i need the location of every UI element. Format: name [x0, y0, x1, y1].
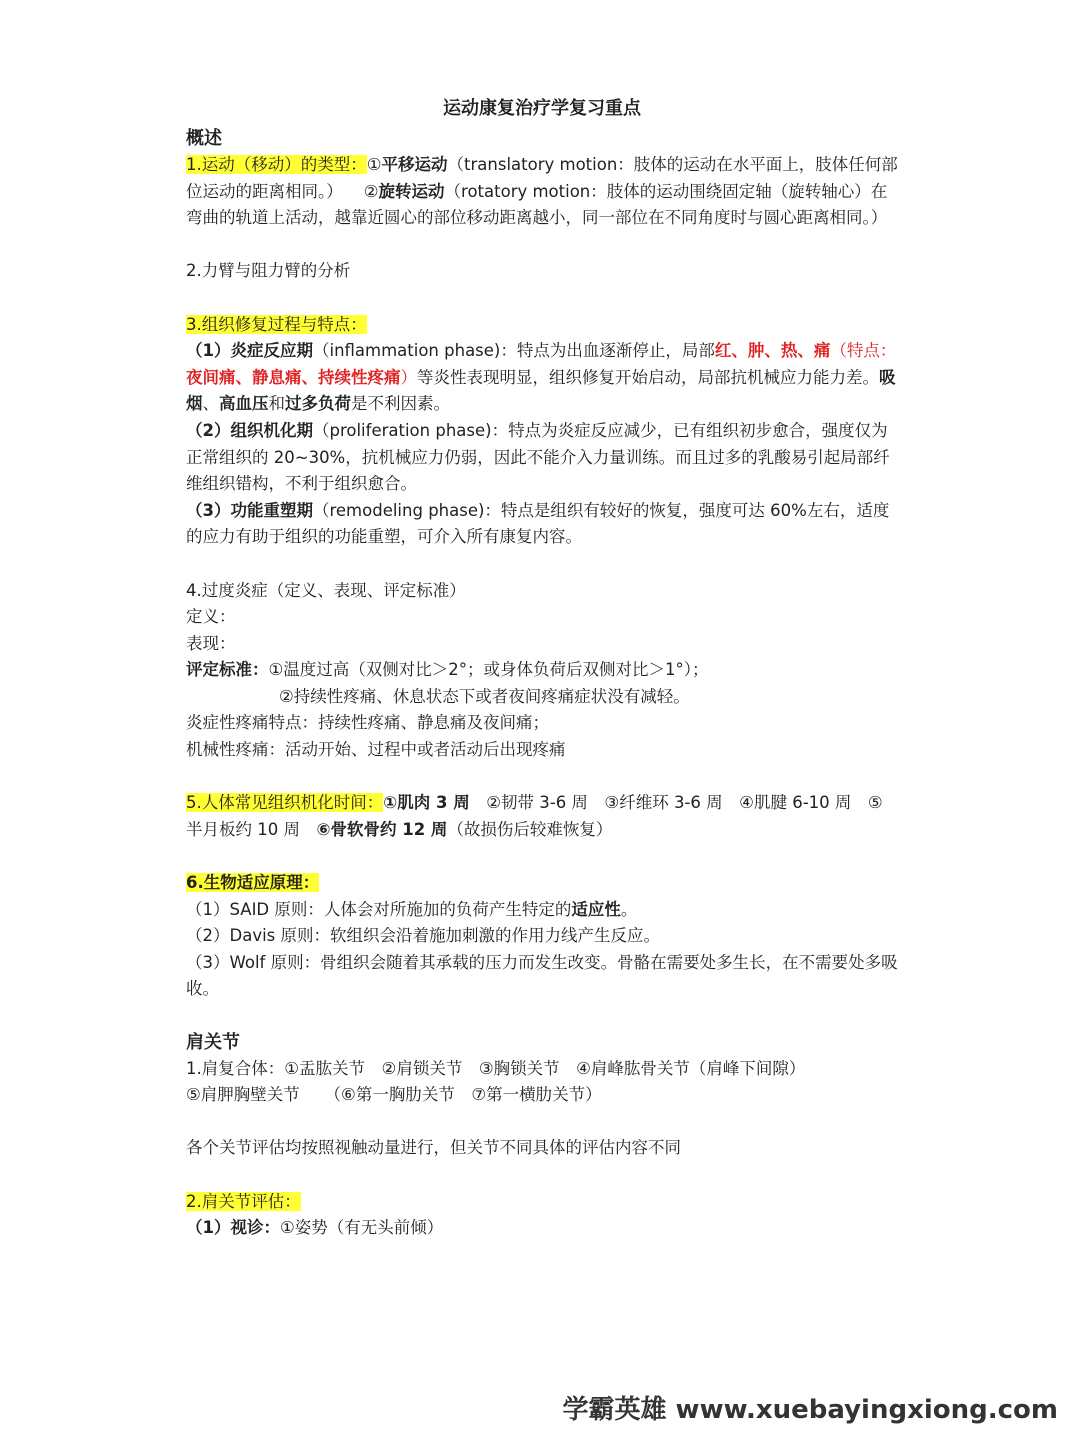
inflammation-signs: 红、肿、热、痛 [714, 341, 831, 361]
remodeling-phase-paragraph [186, 498, 898, 551]
said-principle [186, 897, 898, 924]
mechanical-pain-line: 机械性疼痛：活动开始、过程中或者活动后出现疼痛 [186, 740, 566, 760]
bio-adaptation-heading [186, 870, 898, 897]
translatory-desc: （translatory motion：肢体的运动在水平面上，肢体任何部位运动的距离相同。） [186, 155, 898, 201]
bio-adaptation-label: 6.生物适应原理： [186, 873, 320, 893]
marker-1: ① [366, 155, 382, 174]
lever-arm-item: 2.力臂与阻力臂的分析 [186, 261, 351, 281]
features-close: ） [400, 367, 417, 387]
muscle-time: ①肌肉 3 周 [383, 793, 470, 813]
shoulder-complex-line-1: 1.肩复合体：①盂肱关节 ②肩锁关节 ③胸锁关节 ④肩峰肱骨关节（肩峰下间隙） [186, 1058, 806, 1078]
motion-types-label: 1.运动（移动）的类型： [186, 155, 367, 174]
section-heading-shoulder: 肩关节 [186, 1031, 240, 1053]
inspection-text: ①姿势（有无头前倾） [279, 1218, 444, 1238]
shoulder-complex-line-2: ⑤肩胛胸壁关节 （⑥第一胸肋关节 ⑦第一横肋关节） [186, 1085, 602, 1105]
proliferation-phase-label: （2）组织机化期 [186, 420, 313, 440]
criteria-line-1 [186, 657, 898, 684]
inspection-line [186, 1215, 898, 1242]
shoulder-assessment-label: 2.肩关节评估： [186, 1191, 301, 1211]
risk-hypertension: 高血压 [219, 394, 269, 414]
davis-principle: （2）Davis 原则：软组织会沿着施加刺激的作用力线产生反应。 [186, 926, 661, 946]
criteria-line-2: ②持续性疼痛、休息状态下或者夜间疼痛症状没有减轻。 [279, 686, 690, 706]
inflammatory-pain-line: 炎症性疼痛特点：持续性疼痛、静息痛及夜间痛； [186, 713, 549, 733]
rotatory-desc: （rotatory motion：肢体的运动围绕固定轴（旋转轴心）在弯曲的轨道上活动，越靠近圆心的部位移动距离越小，同一部位在不同角度时与圆心距离相同。） [186, 181, 888, 228]
risk-smoking: 吸烟 [186, 367, 896, 414]
features-open: （特点： [830, 341, 897, 361]
conjunction: 和 [268, 394, 285, 414]
criteria-label: 评定标准： [186, 660, 269, 680]
inflammation-phase-label: （1）炎症反应期 [186, 341, 313, 361]
remodeling-phase-text: （remodeling phase)：特点是组织有较好的恢复，强度可达 60%左右，适度的应力有助于组织的功能重塑，可介入所有康复内容。 [186, 500, 890, 547]
proliferation-phase-paragraph [186, 418, 898, 498]
inspection-label: （1）视诊： [186, 1218, 280, 1238]
translatory-term: 平移运动 [381, 155, 448, 174]
definition-line: 定义： [186, 607, 236, 627]
tissue-repair-heading [186, 312, 898, 339]
rotatory-term: 旋转运动 [378, 181, 445, 201]
said-text: （1）SAID 原则：人体会对所施加的负荷产生特定的 [186, 899, 572, 919]
document-page [186, 96, 898, 1242]
assessment-note: 各个关节评估均按照视触动量进行，但关节不同具体的评估内容不同 [186, 1138, 681, 1158]
tissue-repair-label: 3.组织修复过程与特点： [186, 314, 367, 334]
shoulder-assessment-heading [186, 1189, 898, 1216]
inflammation-phase-text: （inflammation phase)：特点为出血逐渐停止，局部 [312, 341, 715, 361]
page-title: 运动康复治疗学复习重点 [443, 98, 641, 119]
wolf-principle: （3）Wolf 原则：骨组织会随着其承载的压力而发生改变。骨骼在需要处多生长，在不需要处多吸收。 [186, 952, 898, 999]
osteochondral-time: ⑥骨软骨约 12 周 [316, 819, 448, 839]
pain-types: 夜间痛、静息痛、持续性疼痛 [186, 367, 401, 387]
marker-2: ② [363, 181, 379, 201]
osteochondral-note: （故损伤后较难恢复） [447, 819, 613, 839]
excess-inflammation-title: 4.过度炎症（定义、表现、评定标准） [186, 580, 466, 600]
other-tissue-times: ②韧带 3-6 周 ③纤维环 3-6 周 ④肌腱 6-10 周 ⑤半月板约 10 周 [186, 793, 883, 839]
watermark-footer: 学霸英雄 www.xuebayingxiong.com [562, 1395, 1058, 1425]
adaptability-term: 适应性 [571, 899, 621, 919]
motion-types-paragraph [186, 152, 898, 232]
organization-time-paragraph [186, 790, 898, 843]
remodeling-phase-label: （3）功能重塑期 [186, 500, 313, 520]
inflammation-phase-text-2: 等炎性表现明显，组织修复开始启动，局部抗机械应力能力差。 [417, 367, 879, 387]
manifestation-line: 表现： [186, 633, 236, 653]
proliferation-phase-text: （proliferation phase)：特点为炎症反应减少，已有组织初步愈合，强度仅为正常组织的 20~30%，抗机械应力仍弱，因此不能介入力量训练。而且过多的乳酸易引起局部纤维组织错构，不利于组织愈合。 [186, 420, 890, 494]
said-end: 。 [620, 899, 638, 919]
risk-suffix: 是不利因素。 [351, 394, 450, 414]
section-heading-overview: 概述 [186, 128, 222, 149]
risk-overload: 过多负荷 [285, 394, 351, 414]
organization-time-label: 5.人体常见组织机化时间： [186, 793, 384, 813]
separator: 、 [202, 394, 219, 414]
criteria-1: ①温度过高（双侧对比＞2°；或身体负荷后双侧对比＞1°）； [268, 660, 709, 680]
inflammation-phase-paragraph [186, 338, 898, 418]
